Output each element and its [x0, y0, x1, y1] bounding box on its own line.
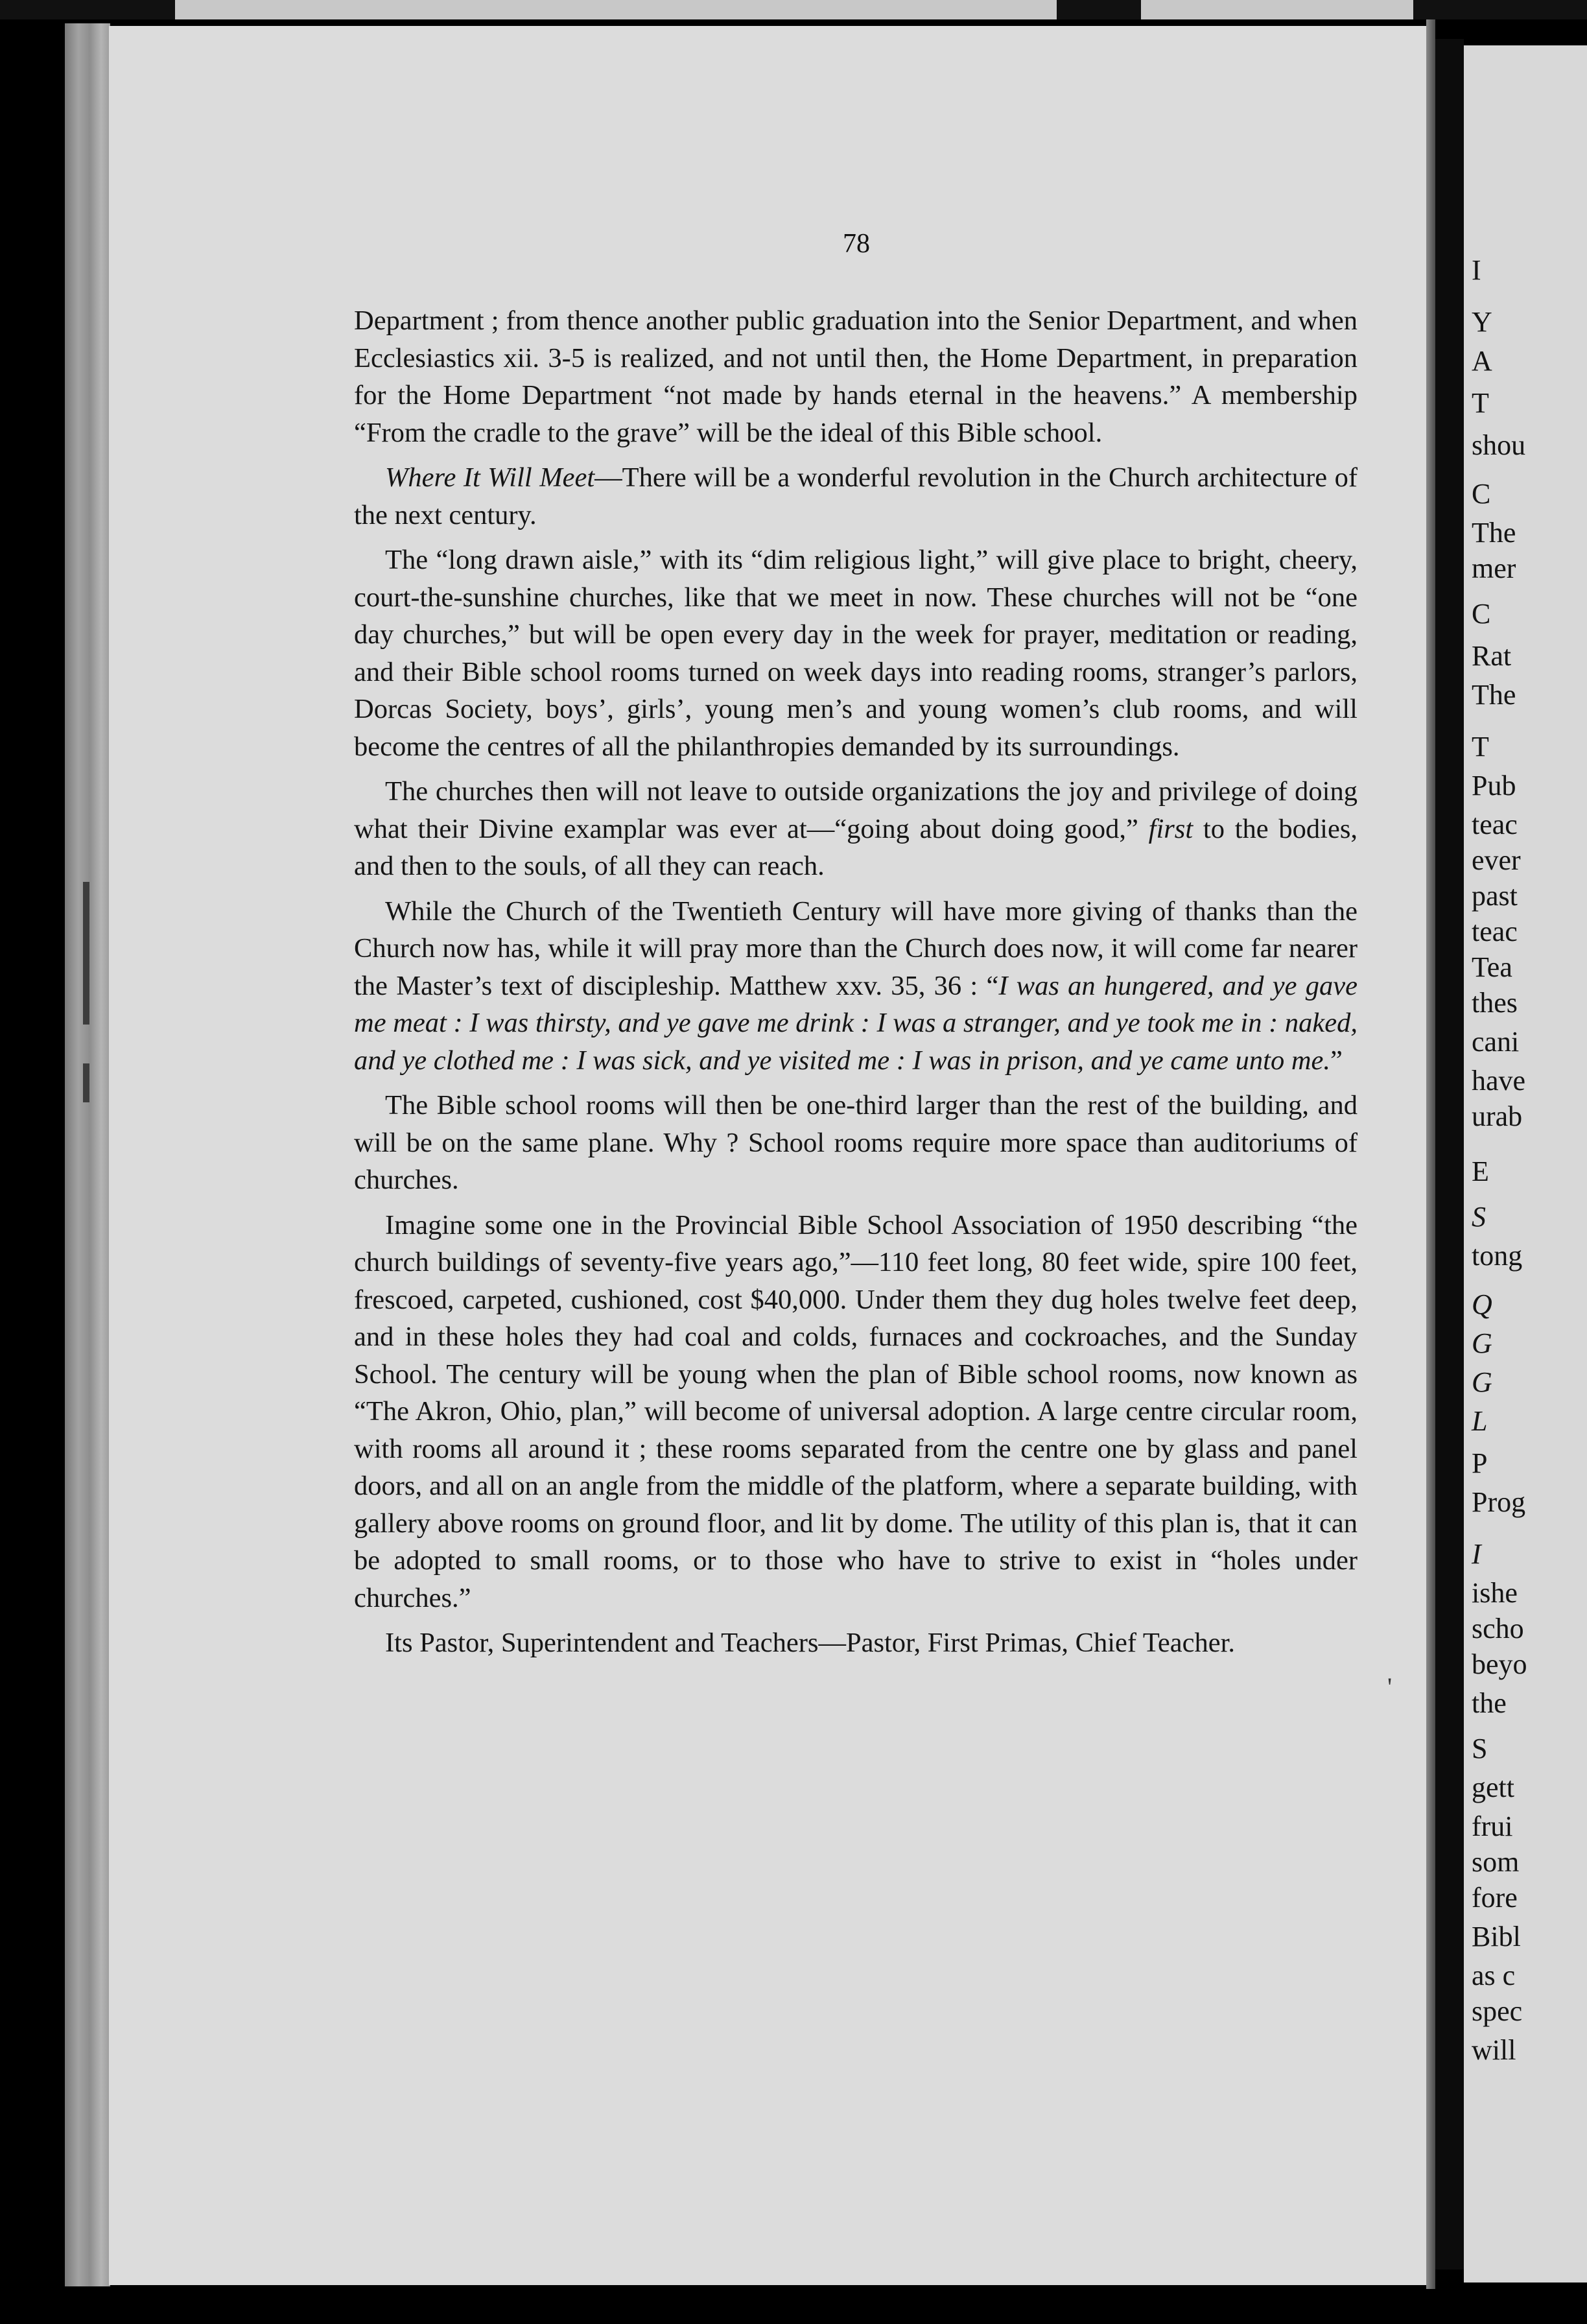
- facing-page-line: Tea: [1472, 951, 1512, 983]
- paragraph-text: Imagine some one in the Provincial Bible School Association of 1950 describing “the church buildings of seventy-five years ago,”—110 feet long, 80 feet wide, spire 100 feet, frescoed, carpeted, cushioned, cost $40,000. Under them they dug holes twelve feet deep, and in these holes they had coal and colds, furnaces and cockroaches, and the Sunday School. The century will be young when the plan of Bible school rooms, now known as “The Akron, Ohio, plan,” will become of universal adoption. A large centre circular room, with rooms all around it ; these rooms separated from the centre one by glass and panel doors, and all on an angle from the middle of the platform, where a separate building, with gallery above rooms on ground floor, and lit by dome. The utility of this plan is, that it can be adopted to small rooms, or to those who have to strive to exist in “holes under churches.”: [354, 1209, 1358, 1613]
- facing-page-line: G: [1472, 1366, 1492, 1398]
- facing-page-line: C: [1472, 598, 1491, 630]
- facing-page-line: tong: [1472, 1240, 1523, 1272]
- facing-page-line: Rat: [1472, 640, 1512, 672]
- page-number: 78: [843, 229, 870, 259]
- facing-page-line: Y: [1472, 306, 1492, 338]
- facing-page-line: I: [1472, 1538, 1481, 1570]
- facing-page-line: Prog: [1472, 1486, 1526, 1518]
- facing-page-line: urab: [1472, 1100, 1523, 1132]
- page-edge-shadow: [1426, 19, 1435, 2289]
- facing-page-line: T: [1472, 731, 1489, 763]
- facing-page-line: The: [1472, 517, 1516, 549]
- facing-page-line: S: [1472, 1201, 1486, 1233]
- paragraph-text: While the Church of the Twentieth Century will have more giving of thanks than the Church now has, while it will pray more than the Church does now, it will come far nearer the Master’s text of discipleship. Matthew xxv. 35, 36 : “: [354, 895, 1358, 1001]
- facing-page-line: Bibl: [1472, 1921, 1521, 1952]
- facing-page-line: I: [1472, 254, 1481, 286]
- paragraph-churches-then: [354, 773, 1358, 885]
- facing-page-line: A: [1472, 345, 1492, 377]
- facing-page-line: L: [1472, 1405, 1488, 1437]
- top-edge-strip: [0, 0, 1587, 19]
- facing-page-line: Pub: [1472, 770, 1516, 801]
- facing-page-line: fore: [1472, 1882, 1518, 1914]
- facing-page-line: The: [1472, 679, 1516, 711]
- paragraph-imagine: [354, 1207, 1358, 1617]
- facing-page-line: spec: [1472, 1995, 1523, 2027]
- facing-page-line: E: [1472, 1156, 1489, 1187]
- emphasis-text: first: [1148, 813, 1193, 844]
- facing-page-line: frui: [1472, 1810, 1513, 1842]
- facing-page-line: S: [1472, 1733, 1488, 1764]
- facing-page-line: cani: [1472, 1026, 1520, 1058]
- facing-page-line: will: [1472, 2034, 1516, 2066]
- spine-mark: [83, 1063, 89, 1102]
- scripture-quote: I was an hungered, and ye gave me meat : I was thirsty, and ye gave me drink : I was a stranger, and ye took me in : naked, and ye clothed me : I was sick, and ye visited me : I was in prison, and ye came unto me.: [354, 970, 1358, 1076]
- facing-page-line: as c: [1472, 1960, 1516, 1991]
- facing-page-line: thes: [1472, 987, 1518, 1019]
- facing-page-line: ishe: [1472, 1577, 1518, 1609]
- facing-page-line: scho: [1472, 1613, 1524, 1644]
- facing-page-line: Q: [1472, 1288, 1492, 1320]
- stray-mark: ': [1387, 1672, 1393, 1702]
- facing-page-fragment: [1464, 45, 1587, 2282]
- paragraph-pastor: [354, 1624, 1358, 1662]
- paragraph-text: to the bodies, and then to the souls, of all they can reach.: [354, 813, 1358, 881]
- gutter: [1435, 39, 1464, 2270]
- facing-page-line: C: [1472, 478, 1491, 510]
- paragraph-text: The Bible school rooms will then be one-third larger than the rest of the building, and will be on the same plane. Why ? School rooms require more space than auditoriums of churches.: [354, 1090, 1358, 1195]
- paragraph-long-drawn-aisle: [354, 541, 1358, 765]
- paragraph-text: —There will be a wonderful revolution in the Church architecture of the next century.: [354, 462, 1358, 530]
- facing-page-line: past: [1472, 880, 1518, 912]
- paragraph-where-it-will-meet: [354, 459, 1358, 534]
- facing-page-line: beyo: [1472, 1648, 1527, 1680]
- paragraph-text: The “long drawn aisle,” with its “dim religious light,” will give place to bright, cheery, court-the-sunshine churches, like that we meet in now. These churches will not be “one day churches,” but will be open every day in the week for prayer, meditation or reading, and their Bible school rooms turned on week days into reading rooms, stranger’s parlors, Dorcas Society, boys’, girls’, young men’s and young women’s club rooms, and will become the centres of all the philanthropies demanded by its surroundings.: [354, 545, 1358, 762]
- paragraph-twentieth-century: [354, 893, 1358, 1080]
- paragraph-text: ”: [1330, 1045, 1343, 1076]
- facing-page-line: G: [1472, 1327, 1492, 1359]
- facing-page-line: som: [1472, 1846, 1520, 1878]
- paragraph-continuation: [354, 302, 1358, 451]
- book-spine-edge: [65, 23, 110, 2286]
- section-heading: Where It Will Meet: [385, 462, 595, 493]
- paragraph-text: Its Pastor, Superintendent and Teachers—Pastor, First Primas, Chief Teacher.: [385, 1628, 1236, 1658]
- top-edge-paper: [175, 0, 1057, 19]
- facing-page-line: have: [1472, 1065, 1526, 1097]
- top-edge-paper: [1141, 0, 1413, 19]
- paragraph-school-rooms: [354, 1087, 1358, 1199]
- paragraph-text: Department ; from thence another public graduation into the Senior Department, and when Ecclesiastics xii. 3-5 is realized, and not until then, the Home Department, in preparation for the Home Department “not made by hands eternal in the heavens.” A membership “From the cradle to the grave” will be the ideal of this Bible school.: [354, 305, 1358, 448]
- facing-page-line: gett: [1472, 1772, 1514, 1803]
- facing-page-line: teac: [1472, 809, 1518, 840]
- facing-page-line: ever: [1472, 844, 1521, 876]
- facing-page-line: P: [1472, 1447, 1488, 1479]
- facing-page-line: mer: [1472, 552, 1516, 584]
- facing-page-line: the: [1472, 1687, 1507, 1719]
- page-body: [354, 302, 1358, 1670]
- paragraph-text: The churches then will not leave to outside organizations the joy and privilege of doing what their Divine examplar was ever at—“going about doing good,”: [354, 776, 1358, 844]
- spine-mark: [83, 882, 89, 1025]
- facing-page-line: shou: [1472, 429, 1526, 461]
- facing-page-line: teac: [1472, 916, 1518, 947]
- facing-page-line: T: [1472, 387, 1489, 419]
